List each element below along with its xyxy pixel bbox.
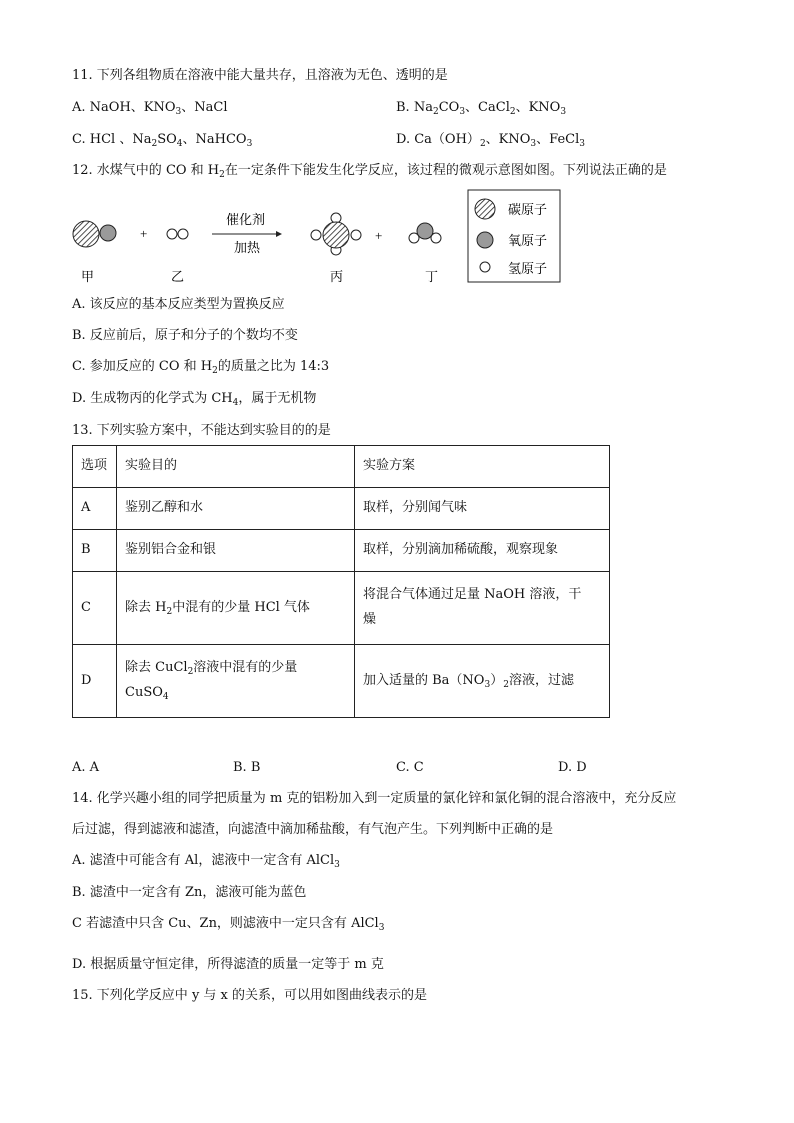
q14-option-b: B. 滤渣中一定含有 Zn，滤液可能为蓝色 — [72, 885, 307, 900]
molecule-jia-co-icon — [73, 221, 116, 247]
plus-sign-1: + — [140, 226, 148, 241]
table-row: A 鉴别乙醇和水 取样，分别闻气味 — [73, 488, 610, 530]
q11-option-c: C. HCl 、$Na_2SO_4$、NaHCO$_3$ — [72, 132, 253, 149]
q15-stem: 15. 下列化学反应中 y 与 x 的关系，可以用如图曲线表示的是 — [72, 988, 428, 1003]
reaction-diagram — [60, 188, 570, 288]
q12-stem: 12. 水煤气中的 CO 和 $H_2$在一定条件下能发生化学反应，该过程的微观示意图如图。下列说法正确的是 — [72, 163, 667, 180]
q14-stem-line2: 后过滤，得到滤液和滤渣，向滤渣中滴加稀盐酸，有气泡产生。下列判断中正确的是 — [72, 822, 554, 837]
legend-hydrogen: 氢原子 — [508, 261, 548, 276]
label-ding: 丁 — [425, 269, 439, 284]
legend-carbon: 碳原子 — [508, 202, 548, 217]
q12-option-b: B. 反应前后，原子和分子的个数均不变 — [72, 328, 298, 343]
plus-sign-2: + — [375, 228, 383, 243]
table-row: B 鉴别铝合金和银 取样，分别滴加稀硫酸，观察现象 — [73, 530, 610, 572]
hydrogen-atom-icon — [480, 262, 490, 272]
q14-option-a: A. 滤渣中可能含有 Al，滤液中一定含有 AlCl$_3$ — [72, 853, 340, 870]
heat-label: 加热 — [234, 240, 261, 255]
q12-option-a: A. 该反应的基本反应类型为置换反应 — [72, 297, 285, 312]
header-plan: 实验方案 — [355, 446, 610, 488]
catalyst-label: 催化剂 — [226, 212, 266, 227]
label-bing: 丙 — [330, 269, 344, 284]
molecule-yi-h2-icon — [167, 229, 188, 239]
q13-answer-b: B. B — [233, 760, 261, 775]
q11-option-b: B. $Na_2CO_3$、CaCl$_2$、$KNO_3$ — [396, 100, 567, 117]
molecule-ding-h2o-icon — [409, 223, 441, 243]
legend-oxygen: 氧原子 — [508, 233, 548, 248]
q13-stem: 13. 下列实验方案中，不能达到实验目的的是 — [72, 423, 331, 438]
q13-answer-a: A. A — [72, 760, 100, 775]
molecule-bing-ch4-icon — [311, 213, 361, 255]
q14-option-c: C 若滤渣中只含 Cu、Zn，则滤液中一定只含有 AlCl$_3$ — [72, 916, 385, 933]
table-row: D 除去 CuCl$_2$溶液中混有的少量 CuSO$_4$ 加入适量的 $Ba(NO_3)_2$溶液，过滤 — [73, 645, 610, 718]
arrow-head-icon — [276, 231, 282, 237]
q11-stem: 11. 下列各组物质在溶液中能大量共存，且溶液为无色、透明的是 — [72, 68, 448, 83]
label-yi: 乙 — [171, 269, 185, 284]
q12-option-c: C. 参加反应的 CO 和 $H_2$的质量之比为 14:3 — [72, 359, 330, 376]
q11-option-a: A. NaOH、$KNO_3$、NaCl — [72, 100, 228, 117]
q14-stem-line1: 14. 化学兴趣小组的同学把质量为 m 克的铝粉加入到一定质量的氯化锌和氯化铜的混合溶液中，充分反应 — [72, 791, 677, 806]
q14-option-d: D. 根据质量守恒定律，所得滤渣的质量一定等于 m 克 — [72, 957, 384, 972]
header-option: 选项 — [73, 446, 117, 488]
table-header-row — [73, 446, 610, 488]
q12-option-d: D. 生成物丙的化学式为 $CH_4$，属于无机物 — [72, 391, 317, 408]
header-goal: 实验目的 — [117, 446, 355, 488]
experiment-table — [72, 445, 610, 718]
q11-option-d: D. $Ca(OH)_2$、$KNO_3$、FeCl$_3$ — [396, 132, 585, 149]
q13-answer-d: D. D — [558, 760, 587, 775]
legend-box — [468, 190, 560, 282]
carbon-atom-icon — [475, 199, 495, 219]
q13-answer-c: C. C — [396, 760, 424, 775]
label-jia: 甲 — [81, 269, 95, 284]
oxygen-atom-icon — [477, 232, 493, 248]
table-row: C 除去 $H_2$中混有的少量 HCl 气体 将混合气体通过足量 NaOH 溶液，干 燥 — [73, 572, 610, 645]
